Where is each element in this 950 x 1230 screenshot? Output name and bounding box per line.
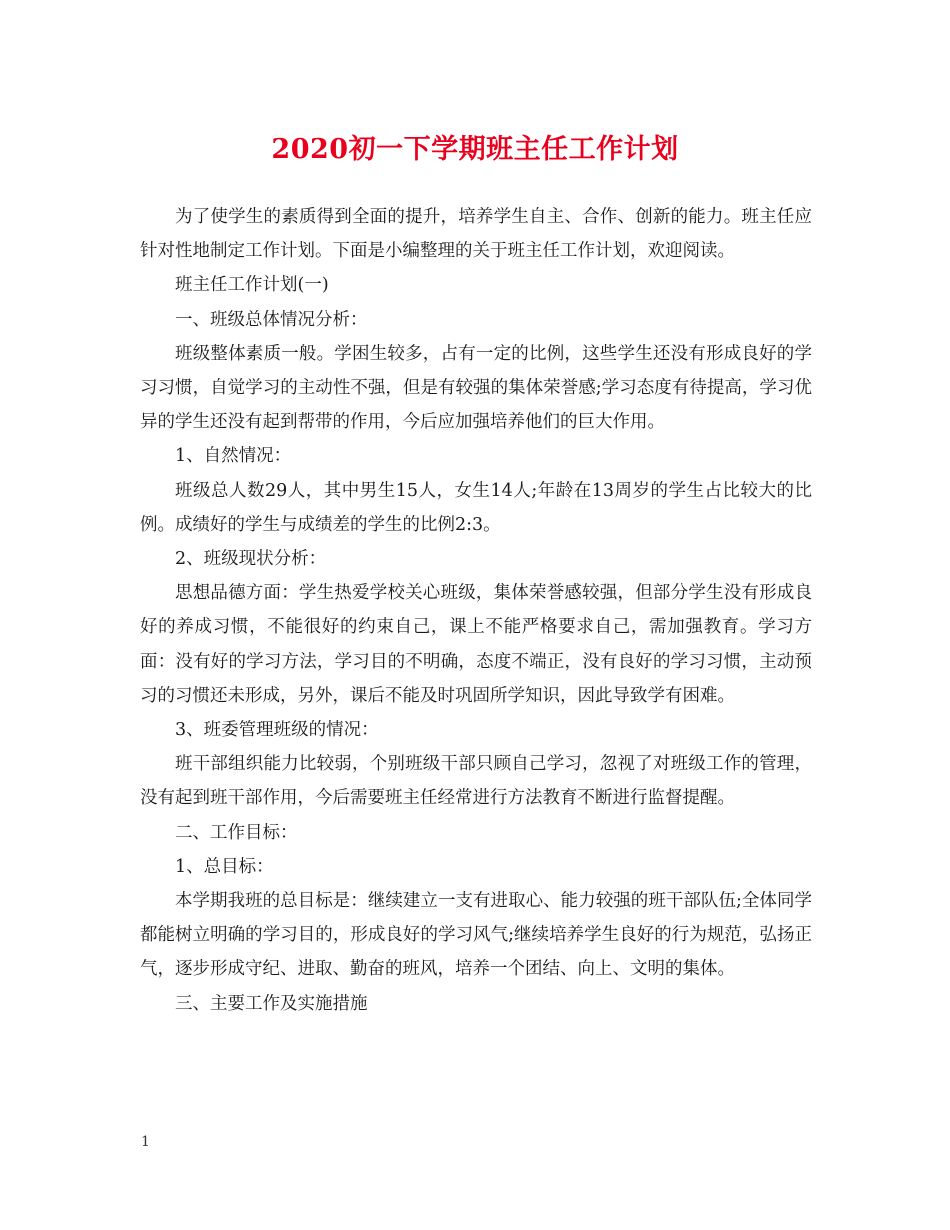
- subheading-natural-situation: 1、自然情况：: [175, 446, 292, 467]
- paragraph-class-status: 思想品德方面：学生热爱学校关心班级，集体荣誉感较强，但部分学生没有形成良好的养成习惯，不能很好的约束自己，课上不能严格要求自己，需加强教育。学习方面：没有好的学习方法，学习目的不明确，态度不端正，没有良好的学习习惯，主动预习的习惯还未形成，另外，课后不能及时巩固所学知识，因此导致学有困难。: [140, 583, 812, 706]
- paragraph-intro: 为了使学生的素质得到全面的提升，培养学生自主、合作、创新的能力。班主任应针对性地制定工作计划。下面是小编整理的关于班主任工作计划，欢迎阅读。: [140, 207, 812, 262]
- subheading-overall-goal: 1、总目标：: [175, 856, 274, 877]
- subheading-class-committee: 3、班委管理班级的情况：: [175, 720, 379, 741]
- paragraph-plan-heading: 班主任工作计划(一): [175, 275, 329, 296]
- section-heading-class-analysis: 一、班级总体情况分析：: [175, 309, 368, 330]
- paragraph-class-quality: 班级整体素质一般。学困生较多，占有一定的比例，这些学生还没有形成良好的学习习惯，自觉学习的主动性不强，但是有较强的集体荣誉感;学习态度有待提高，学习优异的学生还没有起到帮带的作用，今后应加强培养他们的巨大作用。: [140, 343, 812, 433]
- paragraph-overall-goal: 本学期我班的总目标是：继续建立一支有进取心、能力较强的班干部队伍;全体同学都能树立明确的学习目的，形成良好的学习风气;继续培养学生良好的行为规范，弘扬正气，逐步形成守纪、进取、勤奋的班风，培养一个团结、向上、文明的集体。: [140, 891, 812, 980]
- document-body: [140, 200, 812, 1021]
- section-heading-work-goals: 二、工作目标：: [175, 822, 298, 843]
- section-heading-main-work: 三、主要工作及实施措施: [175, 993, 368, 1014]
- paragraph-class-committee: 班干部组织能力比较弱，个别班级干部只顾自己学习，忽视了对班级工作的管理，没有起到班干部作用，今后需要班主任经常进行方法教育不断进行监督提醒。: [140, 754, 812, 809]
- document-title: 2020初一下学期班主任工作计划: [271, 134, 679, 165]
- paragraph-natural-situation: 班级总人数29人，其中男生15人，女生14人;年龄在13周岁的学生占比较大的比例。成绩好的学生与成绩差的学生的比例2:3。: [140, 480, 812, 535]
- page-number: 1: [141, 1134, 150, 1150]
- subheading-class-status: 2、班级现状分析：: [175, 549, 327, 570]
